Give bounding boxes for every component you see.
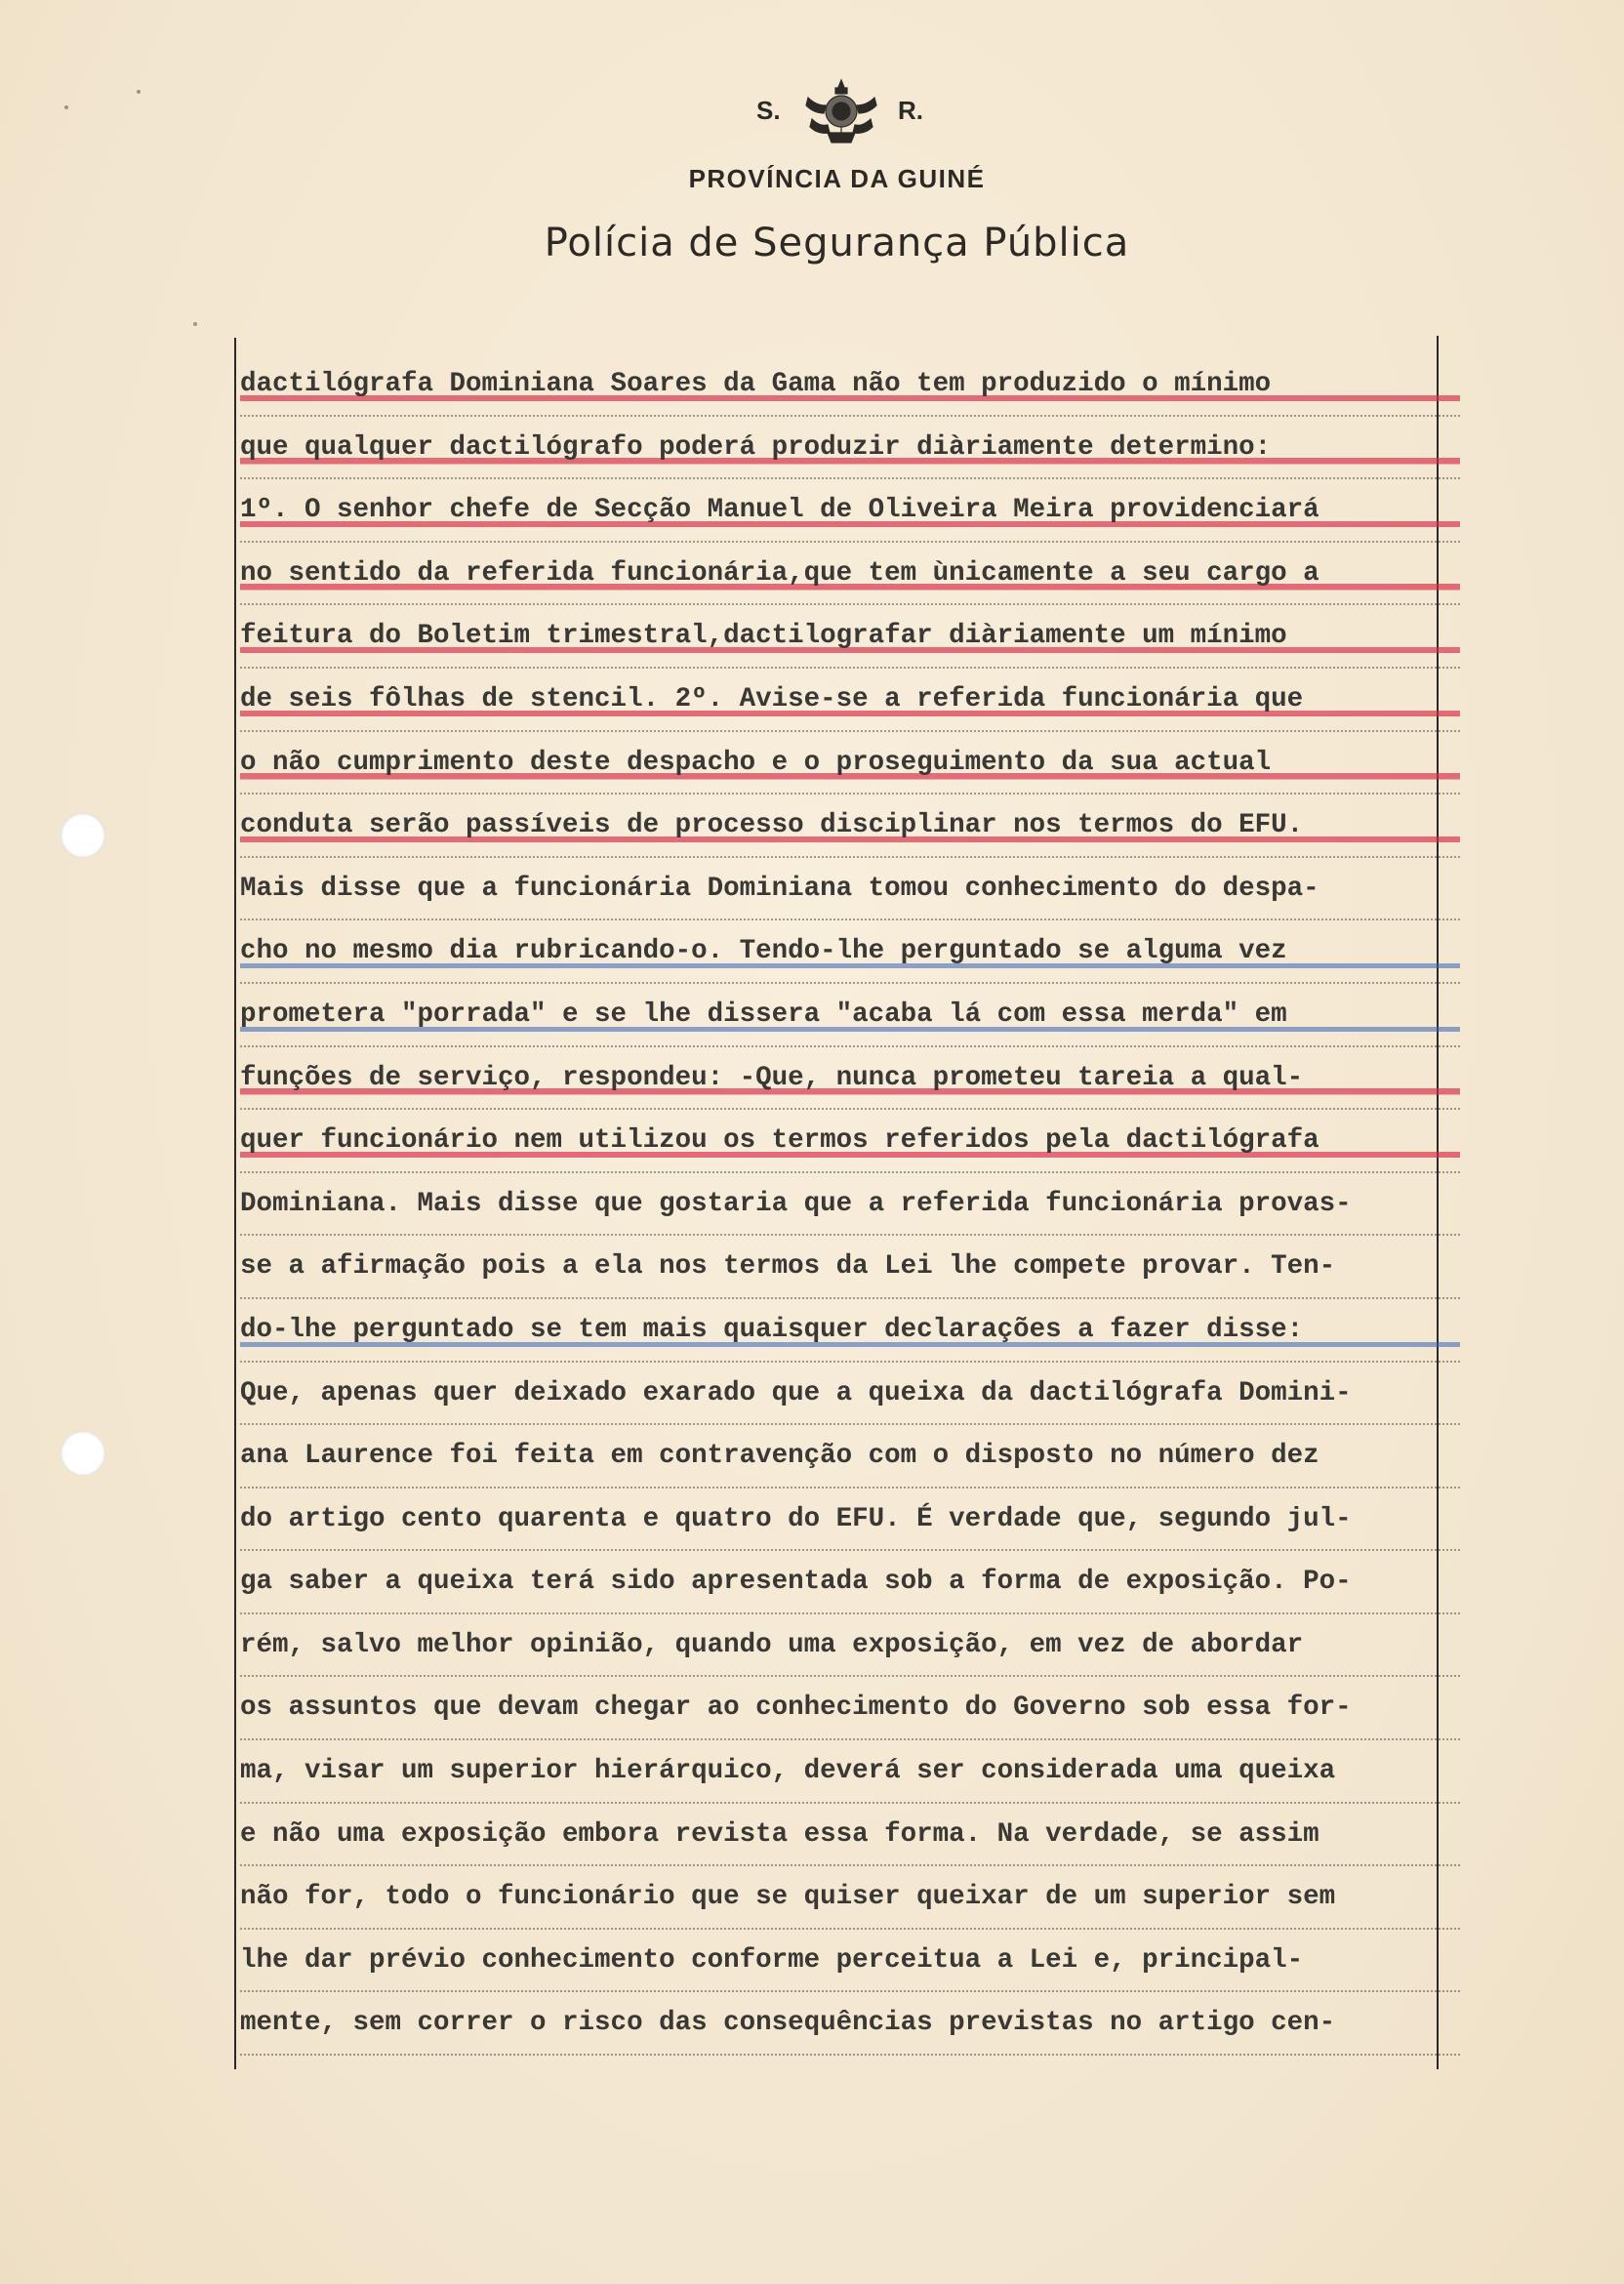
text-line: Que, apenas quer deixado exarado que a queixa da dactilógrafa Domini- — [240, 1363, 1460, 1426]
sr-right-initial: R. — [898, 96, 923, 125]
text-line: do artigo cento quarenta e quatro do EFU. É verdade que, segundo jul- — [240, 1489, 1460, 1552]
text-line: no sentido da referida funcionária,que tem ùnicamente a seu cargo a — [240, 543, 1460, 606]
text-line: se a afirmação pois a ela nos termos da Lei lhe compete provar. Ten- — [240, 1236, 1460, 1299]
text-line: os assuntos que devam chegar ao conhecimento do Governo sob essa for- — [240, 1677, 1460, 1740]
text-line: ga saber a queixa terá sido apresentada sob a forma de exposição. Po- — [240, 1551, 1460, 1614]
text-line: do-lhe perguntado se tem mais quaisquer declarações a fazer disse: — [240, 1299, 1460, 1363]
text-line: ana Laurence foi feita em contravenção com o disposto no número dez — [240, 1425, 1460, 1489]
punch-hole-top — [61, 813, 105, 858]
text-line: Dominiana. Mais disse que gostaria que a referida funcionária provas- — [240, 1173, 1460, 1237]
left-margin-rule — [234, 338, 236, 2069]
text-line: não for, todo o funcionário que se quiser queixar de um superior sem — [240, 1866, 1460, 1930]
letterhead-crest-row — [0, 76, 1624, 146]
typed-body — [240, 353, 1460, 2056]
text-line: prometera "porrada" e se lhe dissera "acaba lá com essa merda" em — [240, 984, 1460, 1047]
text-line: o não cumprimento deste despacho e o proseguimento da sua actual — [240, 732, 1460, 795]
province-title: PROVÍNCIA DA GUINÉ — [688, 164, 986, 193]
text-line: quer funcionário nem utilizou os termos referidos pela dactilógrafa — [240, 1110, 1460, 1173]
text-line: feitura do Boletim trimestral,dactilografar diàriamente um mínimo — [240, 605, 1460, 669]
text-line: e não uma exposição embora revista essa forma. Na verdade, se assim — [240, 1804, 1460, 1867]
text-line: 1º. O senhor chefe de Secção Manuel de Oliveira Meira providenciará — [240, 479, 1460, 543]
text-line: conduta serão passíveis de processo disciplinar nos termos do EFU. — [240, 795, 1460, 858]
text-line: que qualquer dactilógrafo poderá produzir diàriamente determino: — [240, 417, 1460, 480]
coat-of-arms-icon — [798, 76, 884, 146]
text-line: cho no mesmo dia rubricando-o. Tendo-lhe perguntado se alguma vez — [240, 920, 1460, 984]
text-line: Mais disse que a funcionária Dominiana tomou conhecimento do despa- — [240, 858, 1460, 921]
police-title: Polícia de Segurança Pública — [544, 221, 1130, 265]
text-line: mente, sem correr o risco das consequências previstas no artigo cen- — [240, 1992, 1460, 2056]
text-line: rém, salvo melhor opinião, quando uma exposição, em vez de abordar — [240, 1614, 1460, 1678]
punch-hole-bottom — [61, 1431, 105, 1476]
text-line: lhe dar prévio conhecimento conforme perceitua a Lei e, principal- — [240, 1930, 1460, 1993]
sr-left-initial: S. — [756, 96, 781, 125]
text-line: dactilógrafa Dominiana Soares da Gama não tem produzido o mínimo — [240, 353, 1460, 417]
text-line: ma, visar um superior hierárquico, deverá ser considerada uma queixa — [240, 1740, 1460, 1804]
text-line: funções de serviço, respondeu: -Que, nunca prometeu tareia a qual- — [240, 1047, 1460, 1111]
text-line: de seis fôlhas de stencil. 2º. Avise-se a referida funcionária que — [240, 669, 1460, 732]
paper-speck — [193, 322, 197, 326]
